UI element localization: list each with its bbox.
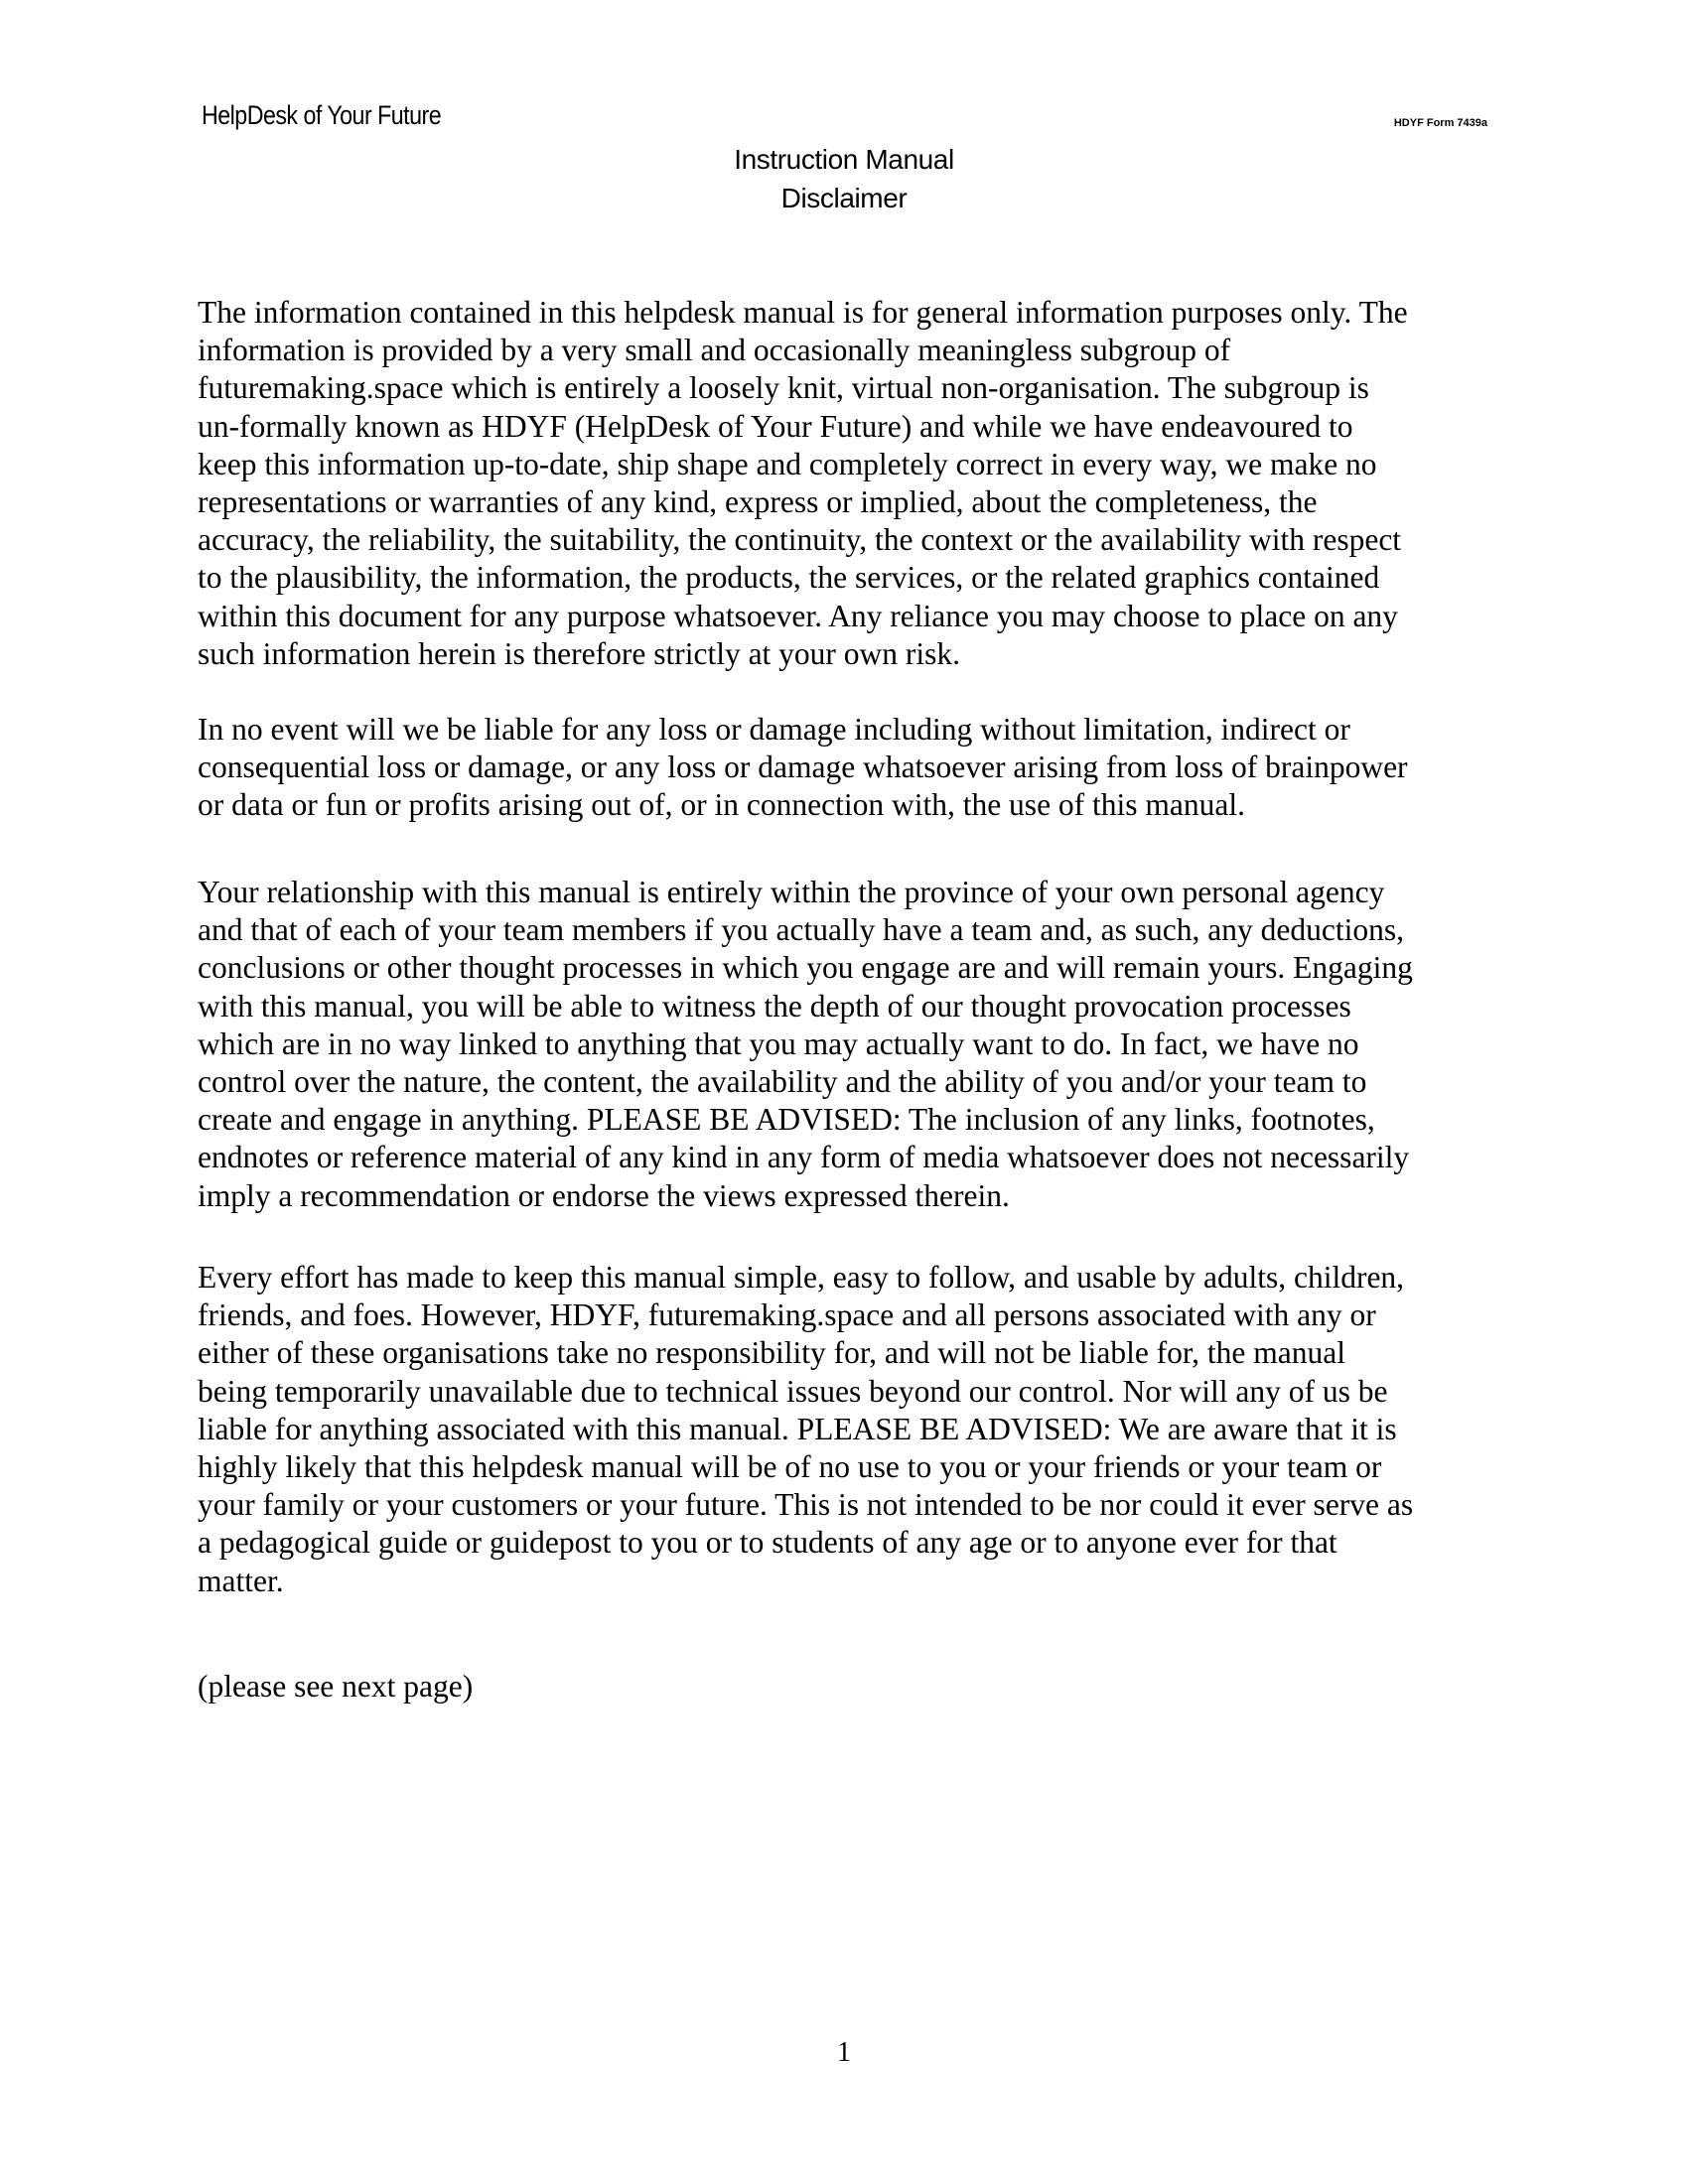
text-line: keep this information up-to-date, ship shape and completely correct in every way, we make no xyxy=(198,446,1377,481)
text-line: such information herein is therefore strictly at your own risk. xyxy=(198,635,961,671)
text-line: futuremaking.space which is entirely a loosely knit, virtual non-organisation. The subgroup is xyxy=(198,370,1369,406)
paragraph-liability xyxy=(198,711,1488,825)
text-line: conclusions or other thought processes in which you engage are and will remain yours. Engaging xyxy=(198,950,1413,986)
text-line: The information contained in this helpdesk manual is for general information purposes only. The xyxy=(198,295,1408,330)
text-line: liable for anything associated with this manual. PLEASE BE ADVISED: We are aware that it is xyxy=(198,1411,1397,1446)
text-line: or data or fun or profits arising out of, or in connection with, the use of this manual. xyxy=(198,787,1246,823)
form-identifier: HDYF Form 7439a xyxy=(1393,117,1487,129)
document-title: Instruction Manual xyxy=(734,144,954,175)
organization-name: HelpDesk of Your Future xyxy=(202,100,442,130)
paragraph-effort-and-availability xyxy=(198,1259,1488,1600)
page-number: 1 xyxy=(837,2037,851,2068)
text-line: to the plausibility, the information, the products, the services, or the related graphics contained xyxy=(198,560,1380,596)
text-line: which are in no way linked to anything that you may actually want to do. In fact, we have no xyxy=(198,1025,1359,1061)
text-line: a pedagogical guide or guidepost to you or to students of any age or to anyone ever for that xyxy=(198,1525,1337,1561)
text-line: either of these organisations take no responsibility for, and will not be liable for, the manual xyxy=(198,1335,1345,1371)
text-line: your family or your customers or your future. This is not intended to be nor could it ever serve as xyxy=(198,1487,1414,1523)
text-line: imply a recommendation or endorse the views expressed therein. xyxy=(198,1177,1010,1213)
text-line: consequential loss or damage, or any loss or damage whatsoever arising from loss of brainpower xyxy=(198,750,1408,785)
continuation-note xyxy=(198,1668,1488,1706)
text-line: Your relationship with this manual is entirely within the province of your own personal agency xyxy=(198,875,1385,909)
text-line: In no event will we be liable for any loss or damage including without limitation, indirect or xyxy=(198,712,1350,747)
text-line: create and engage in anything. PLEASE BE ADVISED: The inclusion of any links, footnotes, xyxy=(198,1102,1375,1138)
text-line: information is provided by a very small and occasionally meaningless subgroup of xyxy=(198,333,1231,368)
paragraph-relationship xyxy=(198,874,1488,1215)
text-line: accuracy, the reliability, the suitability, the continuity, the context or the availability with respect xyxy=(198,522,1402,558)
document-subtitle: Disclaimer xyxy=(780,183,908,213)
text-line: within this document for any purpose whatsoever. Any reliance you may choose to place on any xyxy=(198,598,1398,633)
text-line: representations or warranties of any kind, express or implied, about the completeness, the xyxy=(198,484,1318,520)
text-line: endnotes or reference material of any kind in any form of media whatsoever does not necessarily xyxy=(198,1140,1410,1175)
text-line: matter. xyxy=(198,1563,284,1598)
text-line: being temporarily unavailable due to technical issues beyond our control. Nor will any of us be xyxy=(198,1373,1388,1409)
text-line: Every effort has made to keep this manual simple, easy to follow, and usable by adults, children, xyxy=(198,1260,1405,1295)
text-line: friends, and foes. However, HDYF, futuremaking.space and all persons associated with any or xyxy=(198,1297,1376,1333)
text-line: control over the nature, the content, the availability and the ability of you and/or your team to xyxy=(198,1064,1367,1100)
text-line: and that of each of your team members if you actually have a team and, as such, any deductions, xyxy=(198,912,1404,948)
paragraph-general-information xyxy=(198,294,1488,673)
text-line: un-formally known as HDYF (HelpDesk of Your Future) and while we have endeavoured to xyxy=(198,408,1353,444)
text-line: with this manual, you will be able to witness the depth of our thought provocation processes xyxy=(198,988,1351,1024)
text-line: (please see next page) xyxy=(198,1669,474,1704)
text-line: highly likely that this helpdesk manual will be of no use to you or your friends or your team or xyxy=(198,1449,1382,1485)
